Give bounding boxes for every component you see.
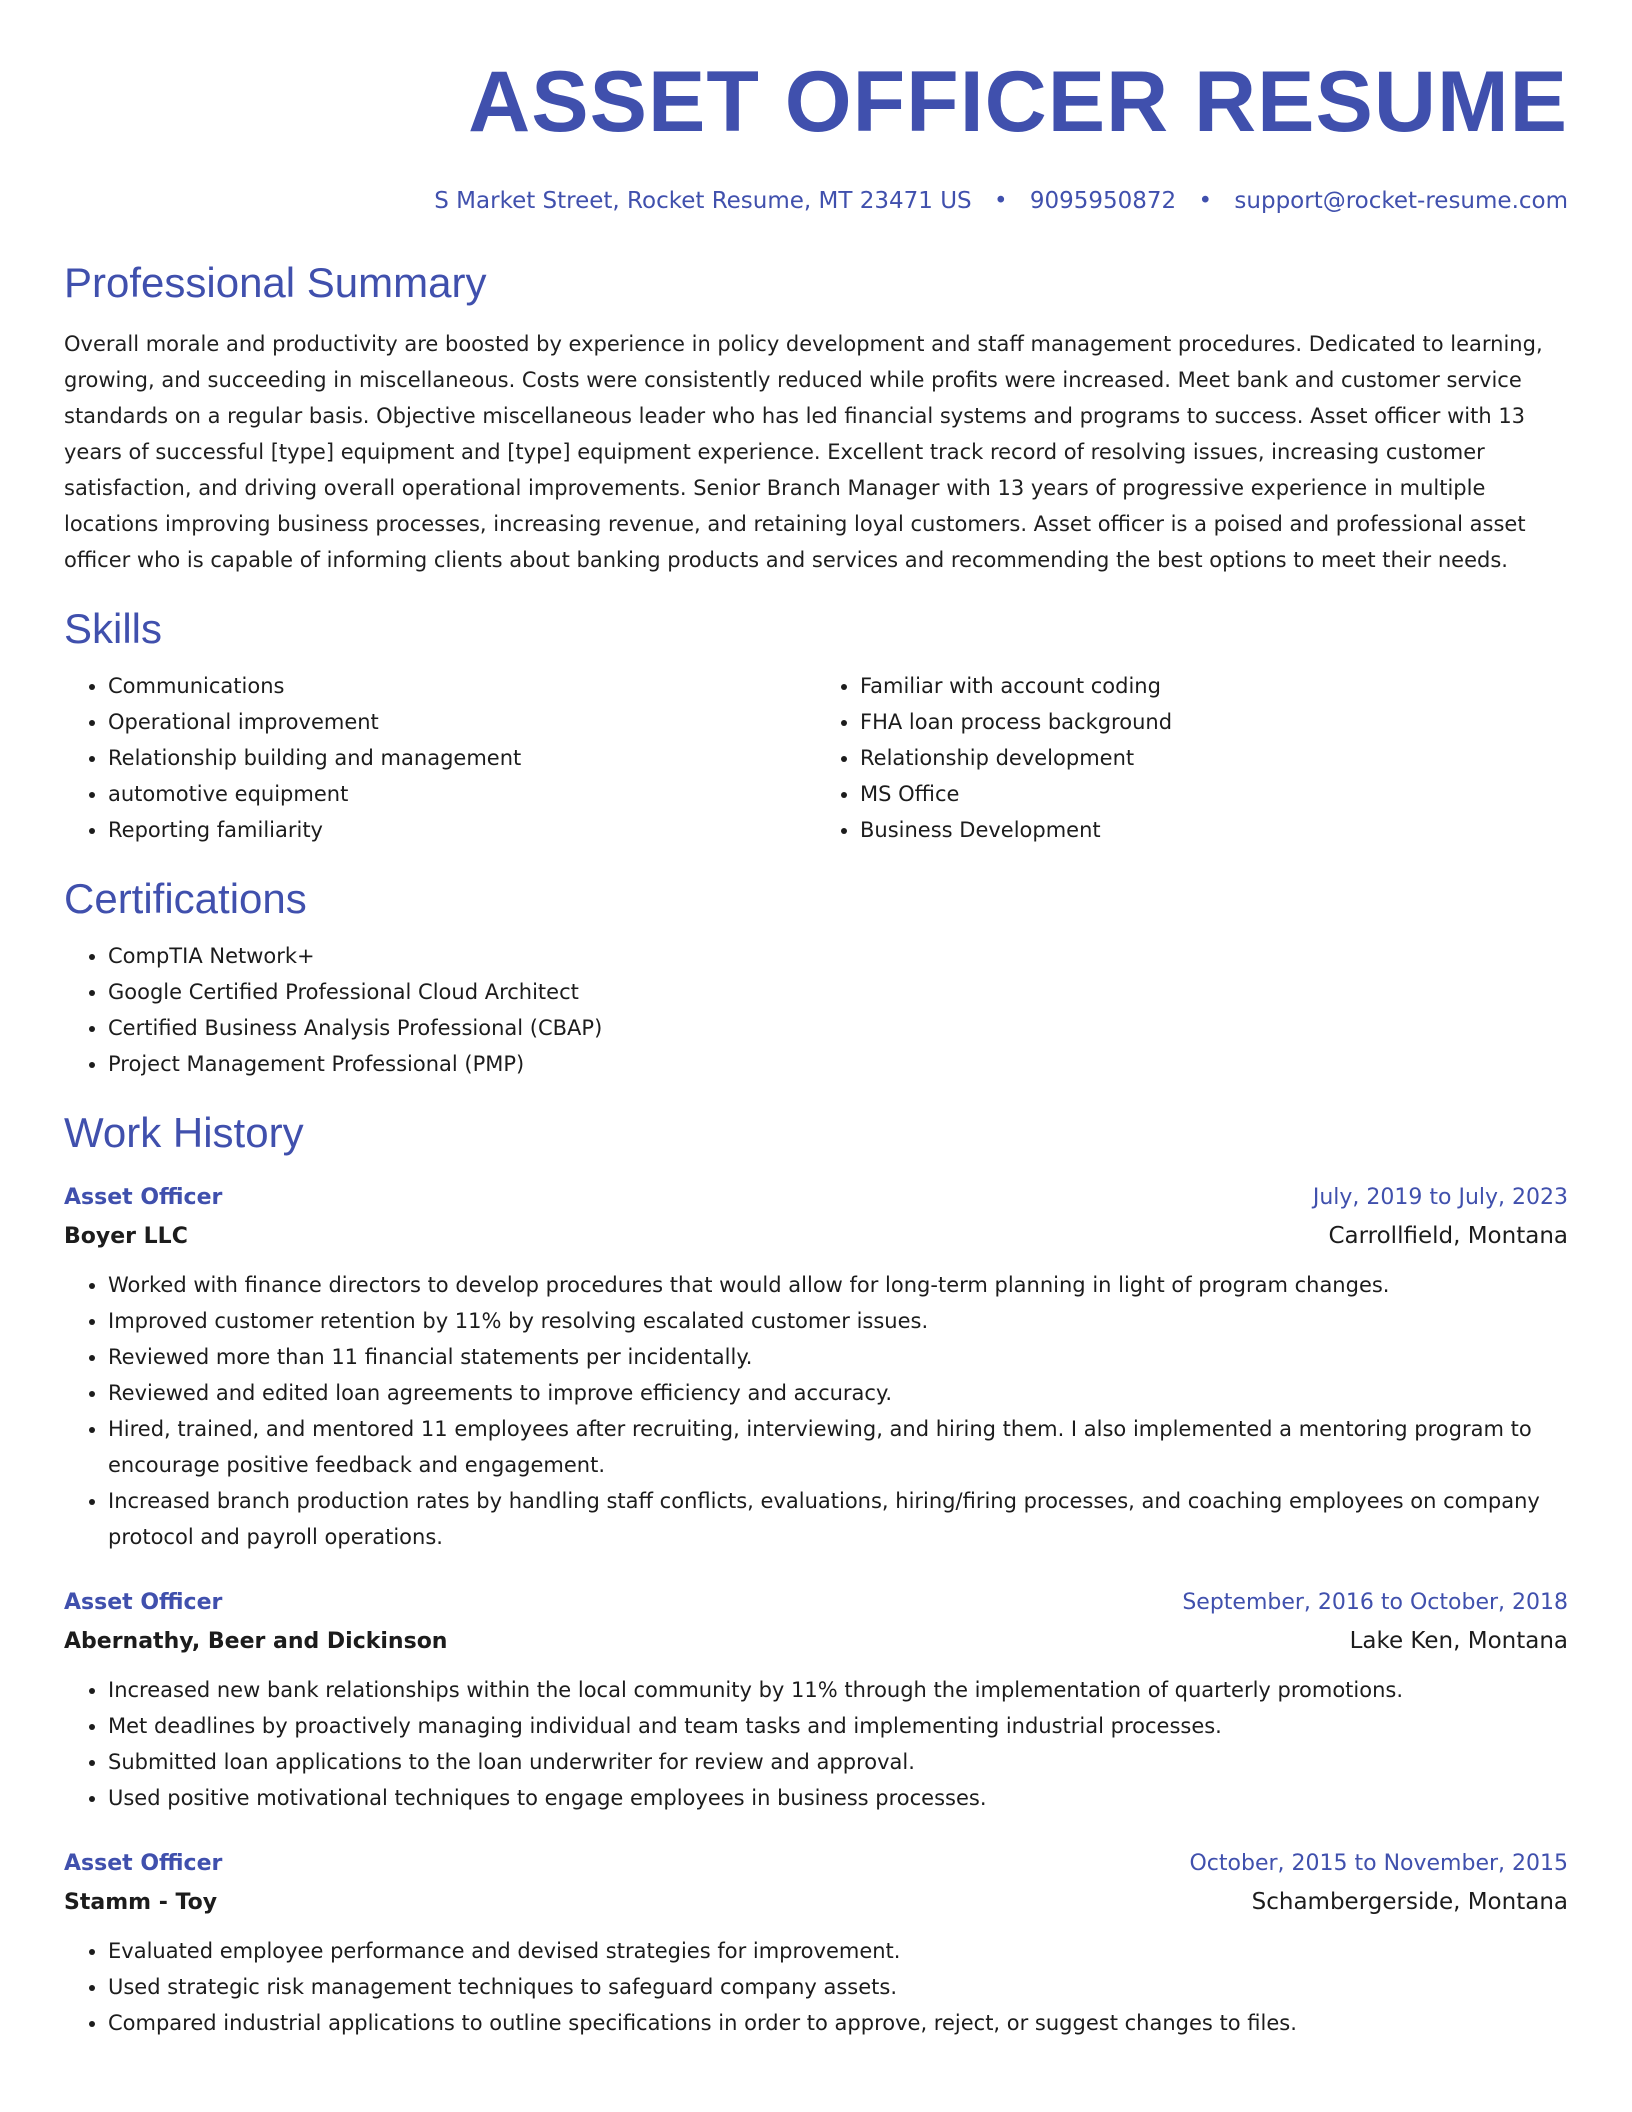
job-bullets	[64, 1672, 1568, 1816]
skill-item: • FHA loan process background	[860, 704, 1568, 740]
job-title: Asset Officer	[64, 1851, 223, 1876]
skills-list-right	[816, 668, 1568, 848]
job-bullet: • Met deadlines by proactively managing individual and team tasks and implementing industrial processes.	[108, 1708, 1568, 1744]
job-bullet: • Hired, trained, and mentored 11 employees after recruiting, interviewing, and hiring them. I also implemented a mentoring program to encourage positive feedback and engagement.	[108, 1411, 1568, 1483]
resume-title: ASSET OFFICER RESUME	[468, 54, 1568, 150]
job-header-row	[64, 1846, 1568, 1882]
job-bullet: • Increased new bank relationships within the local community by 11% through the implementation of quarterly promotions.	[108, 1672, 1568, 1708]
work-history-heading: Work History	[64, 1109, 304, 1156]
job-company-row	[64, 1216, 1568, 1257]
skill-item: • Communications	[108, 668, 816, 704]
job-entry	[64, 1846, 1568, 2041]
contact-email: support@rocket-resume.com	[1234, 188, 1568, 214]
job-bullet: • Improved customer retention by 11% by resolving escalated customer issues.	[108, 1303, 1568, 1339]
job-title: Asset Officer	[64, 1185, 223, 1210]
skills-grid	[64, 668, 1568, 848]
job-bullet: • Increased branch production rates by handling staff conflicts, evaluations, hiring/firing processes, and coaching employees on company protocol and payroll operations.	[108, 1483, 1568, 1555]
job-entry	[64, 1585, 1568, 1816]
job-bullet: • Evaluated employee performance and devised strategies for improvement.	[108, 1933, 1568, 1969]
certifications-list	[64, 938, 1568, 1082]
job-dates: September, 2016 to October, 2018	[1182, 1590, 1568, 1615]
summary-heading: Professional Summary	[64, 259, 487, 306]
contact-phone: 9095950872	[1029, 188, 1177, 214]
certification-item: • Project Management Professional (PMP)	[108, 1046, 1568, 1082]
job-header-row	[64, 1180, 1568, 1216]
job-dates: October, 2015 to November, 2015	[1189, 1851, 1568, 1876]
job-header-row	[64, 1585, 1568, 1621]
job-bullet: • Compared industrial applications to outline specifications in order to approve, reject, or suggest changes to files.	[108, 2005, 1568, 2041]
job-title: Asset Officer	[64, 1590, 223, 1615]
skill-item: • Operational improvement	[108, 704, 816, 740]
certifications-section	[64, 874, 1568, 1082]
skills-list-left	[64, 668, 816, 848]
contact-address: S Market Street, Rocket Resume, MT 23471 US	[434, 188, 972, 214]
contact-separator: •	[993, 188, 1008, 214]
job-dates: July, 2019 to July, 2023	[1312, 1185, 1568, 1210]
skill-item: • automotive equipment	[108, 776, 816, 812]
job-location: Schambergerside, Montana	[1251, 1889, 1568, 1915]
skill-item: • MS Office	[860, 776, 1568, 812]
job-bullet: • Reviewed more than 11 financial statements per incidentally.	[108, 1339, 1568, 1375]
skill-item: • Reporting familiarity	[108, 812, 816, 848]
skill-item: • Relationship building and management	[108, 740, 816, 776]
job-company: Boyer LLC	[64, 1224, 188, 1249]
job-bullet: • Submitted loan applications to the loan underwriter for review and approval.	[108, 1744, 1568, 1780]
skill-item: • Relationship development	[860, 740, 1568, 776]
contact-separator: •	[1198, 188, 1213, 214]
job-bullets	[64, 1267, 1568, 1555]
work-history-section	[64, 1108, 1568, 2041]
skills-section	[64, 604, 1568, 848]
contact-line	[64, 186, 1568, 216]
job-company: Stamm - Toy	[64, 1890, 218, 1915]
job-bullet: • Used strategic risk management techniques to safeguard company assets.	[108, 1969, 1568, 2005]
job-bullet: • Used positive motivational techniques to engage employees in business processes.	[108, 1780, 1568, 1816]
certifications-heading: Certifications	[64, 875, 307, 922]
skill-item: • Familiar with account coding	[860, 668, 1568, 704]
job-company-row	[64, 1621, 1568, 1662]
job-bullet: • Reviewed and edited loan agreements to improve efficiency and accuracy.	[108, 1375, 1568, 1411]
job-entry	[64, 1180, 1568, 1555]
certification-item: • Google Certified Professional Cloud Architect	[108, 974, 1568, 1010]
certification-item: • CompTIA Network+	[108, 938, 1568, 974]
summary-text: Overall morale and productivity are boosted by experience in policy development and staff management procedures. Dedicated to learning, growing, and succeeding in miscellaneous. Costs were consistently reduced while profits were increased. Meet bank and customer service standards on a regular basis. Objective miscellaneous leader who has led financial systems and programs to success. Asset officer with 13 years of successful [type] equipment and [type] equipment experience. Excellent track record of resolving issues, increasing customer satisfaction, and driving overall operational improvements. Senior Branch Manager with 13 years of progressive experience in multiple locations improving business processes, increasing revenue, and retaining loyal customers. Asset officer is a poised and professional asset officer who is capable of informing clients about banking products and services and recommending the best options to meet their needs.	[64, 332, 1543, 572]
job-location: Lake Ken, Montana	[1349, 1628, 1568, 1654]
resume-header	[64, 0, 1568, 216]
skill-item: • Business Development	[860, 812, 1568, 848]
certification-item: • Certified Business Analysis Professional (CBAP)	[108, 1010, 1568, 1046]
job-company-row	[64, 1882, 1568, 1923]
job-bullets	[64, 1933, 1568, 2041]
skills-heading: Skills	[64, 605, 163, 652]
job-bullet: • Worked with finance directors to develop procedures that would allow for long-term planning in light of program changes.	[108, 1267, 1568, 1303]
job-location: Carrollfield, Montana	[1328, 1223, 1568, 1249]
job-company: Abernathy, Beer and Dickinson	[64, 1629, 448, 1654]
